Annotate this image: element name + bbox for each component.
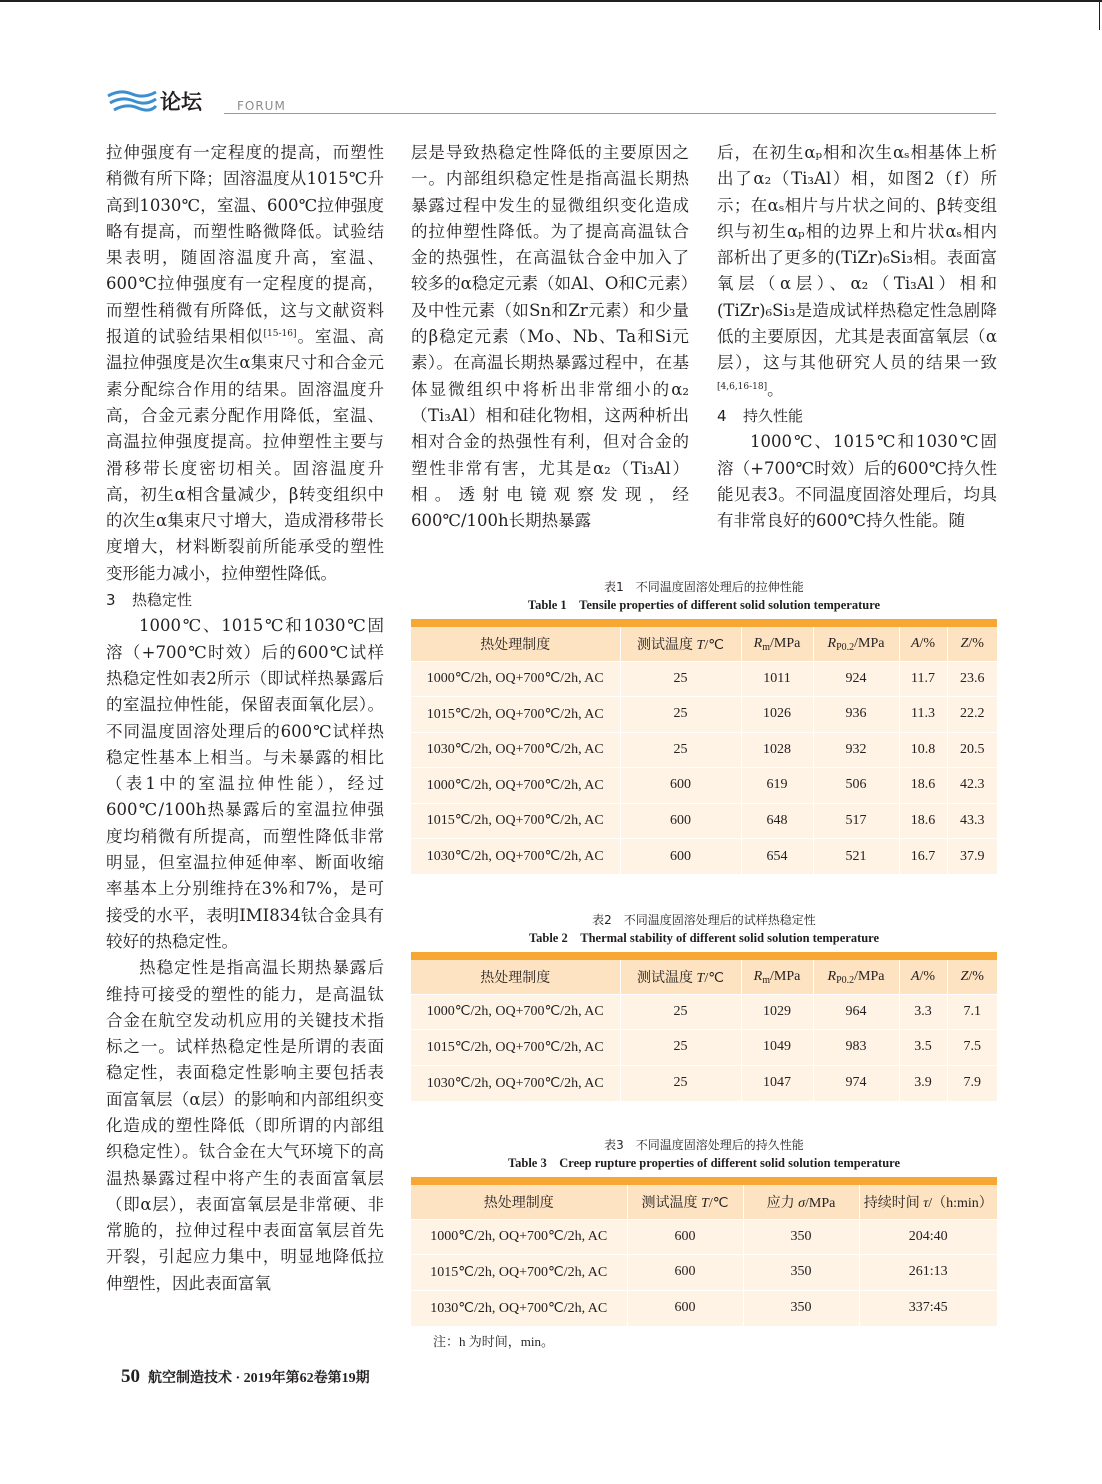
col-header-temperature: 测试温度 T/℃ — [620, 627, 741, 661]
table-cell: 1030℃/2h, OQ+700℃/2h, AC — [426, 849, 604, 864]
col-header-z: Z/% — [947, 960, 997, 994]
data-table — [411, 1185, 997, 1326]
table-cell: 521 — [813, 839, 899, 875]
table-cell: 37.9 — [947, 839, 997, 875]
crop-mark — [1099, 0, 1100, 30]
table-row — [411, 1030, 997, 1066]
col-header-rm: $R_m$/MPa — [741, 627, 813, 661]
table-cell: 43.3 — [947, 803, 997, 839]
table-cell: 7.5 — [947, 1030, 997, 1066]
table-row — [411, 661, 997, 697]
section-number: 3 — [106, 591, 116, 610]
table-cell: 7.1 — [947, 994, 997, 1030]
journal-info: 航空制造技术 · 2019年第62卷第19期 — [148, 1371, 370, 1386]
table-cell: 600 — [627, 1255, 743, 1291]
col-header-treatment: 热处理制度 — [480, 970, 551, 986]
table-top-bar — [411, 952, 997, 960]
col-header-a: A/% — [899, 627, 947, 661]
text-column-middle — [411, 140, 689, 534]
table-cell: 1000℃/2h, OQ+700℃/2h, AC — [426, 1004, 604, 1020]
table-cell: 1015℃/2h, OQ+700℃/2h, AC — [426, 706, 604, 722]
body-paragraph — [411, 140, 689, 534]
table-cell: 924 — [813, 661, 899, 697]
col-header-rp02: $R_{P0.2}$/MPa — [813, 960, 899, 994]
table-cell: 974 — [813, 1065, 899, 1101]
section-heading — [106, 587, 384, 613]
table-cell: 600 — [627, 1290, 743, 1326]
table-caption-cn: 表1 不同温度固溶处理后的拉伸性能 — [604, 580, 804, 594]
table-header-row — [411, 627, 997, 661]
col-header-treatment: 热处理制度 — [483, 1195, 554, 1211]
table-cell: 600 — [620, 839, 741, 875]
table-cell: 7.9 — [947, 1065, 997, 1101]
table-caption-en: Table 3 Creep rupture properties of different solid solution temperature — [507, 1156, 901, 1170]
table-cell: 16.7 — [899, 839, 947, 875]
table-cell: 11.3 — [899, 697, 947, 733]
table-cell: 1030℃/2h, OQ+700℃/2h, AC — [430, 1300, 608, 1316]
table-cell: 25 — [620, 732, 741, 768]
table-caption-cn: 表2 不同温度固溶处理后的试样热稳定性 — [592, 913, 816, 927]
table-row — [411, 803, 997, 839]
table-row — [411, 1219, 997, 1255]
paragraph-text: 拉伸强度有一定程度的提高，而塑性稍微有所下降；固溶温度从1015℃升高到1030℃，室温、600℃拉伸强度略有提高，而塑性略微降低。试验结果表明，随固溶温度升高，室温、600℃拉伸强度有一定程度的提高，而塑性稍微有所降低，这与文献资料报道的试验结果相似 — [106, 143, 384, 347]
col-header-a: A/% — [899, 960, 947, 994]
table-cell: 23.6 — [947, 661, 997, 697]
col-header-rm: $R_m$/MPa — [741, 960, 813, 994]
section-heading-text: 热稳定性 — [132, 591, 193, 610]
table-row — [411, 697, 997, 733]
table-cell: 350 — [743, 1219, 859, 1255]
text-column-left — [106, 140, 384, 1297]
citation-ref: [15-16] — [263, 329, 297, 340]
section-title: 论坛 — [160, 90, 202, 114]
table-row — [411, 1290, 997, 1326]
table-cell: 619 — [741, 768, 813, 804]
table-cell: 1015℃/2h, OQ+700℃/2h, AC — [430, 1264, 608, 1280]
table-cell: 936 — [813, 697, 899, 733]
header-rule — [224, 113, 996, 114]
table-cell: 204:40 — [859, 1219, 997, 1255]
table-cell: 25 — [620, 994, 741, 1030]
paragraph-text: 。室温、高温拉伸强度是次生α集束尺寸和合金元素分配综合作用的结果。固溶温度升高，合金元素分配作用降低，室温、高温拉伸强度提高。拉伸塑性主要与滑移带长度密切相关。固溶温度升高，初生α相含量减少，β转变组织中的次生α集束尺寸增大，造成滑移带长度增大，材料断裂前所能承受的塑性变形能力减小，拉伸塑性降低。 — [106, 327, 385, 583]
table-row — [411, 1065, 997, 1101]
table-cell: 25 — [620, 661, 741, 697]
table-cell: 1028 — [741, 732, 813, 768]
col-header-temperature: 测试温度 T/℃ — [627, 1185, 743, 1219]
table-2 — [411, 911, 997, 1101]
table-cell: 10.8 — [899, 732, 947, 768]
paragraph-text: 1000℃、1015℃和1030℃固溶（+700℃时效）后的600℃试样热稳定性如表2所示（即试样热暴露后的室温拉伸性能，保留表面氧化层）。不同温度固溶处理后的600℃试样热稳定性基本上相当。与未暴露的相比（表1中的室温拉伸性能），经过600℃/100h热暴露后的室温拉伸强度均稍微有所提高，而塑性降低非常明显，但室温拉伸延伸率、断面收缩率基本上分别维持在3%和7%，是可接受的水平，表明IMI834钛合金具有较好的热稳定性。 — [106, 616, 384, 951]
table-cell: 25 — [620, 697, 741, 733]
table-cell: 1049 — [741, 1030, 813, 1066]
col-header-treatment: 热处理制度 — [480, 637, 551, 653]
table-cell: 18.6 — [899, 803, 947, 839]
table-caption-en: Table 1 Tensile properties of different solid solution temperature — [527, 598, 881, 612]
table-cell: 932 — [813, 732, 899, 768]
table-cell: 3.9 — [899, 1065, 947, 1101]
table-cell: 25 — [620, 1030, 741, 1066]
table-cell: 1000℃/2h, OQ+700℃/2h, AC — [426, 671, 604, 687]
table-cell: 1029 — [741, 994, 813, 1030]
table-cell: 1000℃/2h, OQ+700℃/2h, AC — [430, 1229, 608, 1245]
table-cell: 517 — [813, 803, 899, 839]
body-paragraph — [717, 140, 997, 403]
body-paragraph — [717, 429, 997, 534]
data-table — [411, 960, 997, 1101]
table-top-bar — [411, 619, 997, 627]
table-row — [411, 768, 997, 804]
table-header-row — [411, 960, 997, 994]
table-header-row — [411, 1185, 997, 1219]
table-cell: 1030℃/2h, OQ+700℃/2h, AC — [426, 742, 604, 758]
table-cell: 648 — [741, 803, 813, 839]
table-row — [411, 1255, 997, 1291]
table-3 — [411, 1136, 997, 1352]
body-paragraph — [106, 955, 384, 1297]
table-cell: 18.6 — [899, 768, 947, 804]
col-header-temperature: 测试温度 T/℃ — [620, 960, 741, 994]
table-note: 注：h 为时间，min。 — [433, 1333, 554, 1349]
crop-mark — [0, 0, 1102, 2]
body-paragraph — [106, 613, 384, 955]
table-cell: 1015℃/2h, OQ+700℃/2h, AC — [426, 1039, 604, 1055]
table-cell: 42.3 — [947, 768, 997, 804]
table-top-bar — [411, 1177, 997, 1185]
data-table — [411, 627, 997, 874]
table-cell: 3.5 — [899, 1030, 947, 1066]
section-number: 4 — [717, 406, 727, 425]
table-cell: 1047 — [741, 1065, 813, 1101]
page-number: 50 — [121, 1366, 140, 1387]
citation-ref: [4,6,16-18] — [717, 381, 768, 392]
col-header-rp02: $R_{P0.2}$/MPa — [813, 627, 899, 661]
table-row — [411, 732, 997, 768]
table-cell: 350 — [743, 1290, 859, 1326]
table-cell: 3.3 — [899, 994, 947, 1030]
table-cell: 337:45 — [859, 1290, 997, 1326]
table-cell: 600 — [627, 1219, 743, 1255]
table-cell: 20.5 — [947, 732, 997, 768]
page-footer — [121, 1366, 370, 1388]
paragraph-text: 热稳定性是指高温长期热暴露后维持可接受的塑性的能力，是高温钛合金在航空发动机应用的关键技术指标之一。试样热稳定性是所谓的表面稳定性，表面稳定性影响主要包括表面富氧层（α层）的影响和内部组织变化造成的塑性降低（即所谓的内部组织稳定性）。钛合金在大气环境下的高温热暴露过程中将产生的表面富氧层（即α层），表面富氧层是非常硬、非常脆的，拉伸过程中表面富氧层首先开裂，引起应力集中，明显地降低拉伸塑性，因此表面富氧 — [106, 958, 384, 1293]
table-cell: 25 — [620, 1065, 741, 1101]
text-column-right — [717, 140, 997, 534]
section-heading — [717, 403, 997, 429]
table-cell: 983 — [813, 1030, 899, 1066]
table-row — [411, 994, 997, 1030]
paragraph-text: 后，在初生αₚ相和次生αₛ相基体上析出了α₂（Ti₃Al）相，如图2（f）所示；在αₛ相片与片状之间的、β转变组织与初生αₚ相的边界上和片状αₛ相内部析出了更多的(TiZr)₆Si₃相。表面富氧层（α层）、α₂（Ti₃Al）相和(TiZr)₆Si₃是造成试样热稳定性急剧降低的主要原因，尤其是表面富氧层（α层），这与其他研究人员的结果一致 — [717, 143, 997, 373]
table-cell: 22.2 — [947, 697, 997, 733]
table-cell: 1015℃/2h, OQ+700℃/2h, AC — [426, 813, 604, 829]
table-row — [411, 839, 997, 875]
table-cell: 11.7 — [899, 661, 947, 697]
paragraph-text: 1000℃、1015℃和1030℃固溶（+700℃时效）后的600℃持久性能见表3。不同温度固溶处理后，均具有非常良好的600℃持久性能。随 — [717, 432, 997, 531]
table-caption-en: Table 2 Thermal stability of different solid solution temperature — [528, 931, 880, 945]
table-cell: 506 — [813, 768, 899, 804]
table-cell: 654 — [741, 839, 813, 875]
table-1 — [411, 578, 997, 874]
table-cell: 600 — [620, 803, 741, 839]
table-cell: 1030℃/2h, OQ+700℃/2h, AC — [426, 1075, 604, 1091]
table-cell: 261:13 — [859, 1255, 997, 1291]
paragraph-text: 。 — [767, 379, 784, 399]
table-caption-cn: 表3 不同温度固溶处理后的持久性能 — [604, 1138, 804, 1152]
table-cell: 964 — [813, 994, 899, 1030]
table-cell: 1000℃/2h, OQ+700℃/2h, AC — [426, 777, 604, 793]
forum-logo — [106, 86, 256, 116]
col-header-stress: 应力 σ/MPa — [743, 1185, 859, 1219]
paragraph-text: 层是导致热稳定性降低的主要原因之一。内部组织稳定性是指高温长期热暴露过程中发生的显微组织变化造成的拉伸塑性降低。为了提高高温钛合金的热强性，在高温钛合金中加入了较多的α稳定元素（如Al、O和C元素）及中性元素（如Sn和Zr元素）和少量的β稳定元素（Mo、Nb、Ta和Si元素）。在高温长期热暴露过程中，在基体显微组织中将析出非常细小的α₂（Ti₃Al）相和硅化物相，这两种析出相对合金的热强性有利，但对合金的塑性非常有害，尤其是α₂（Ti₃Al）相。透射电镜观察发现，经600℃/100h长期热暴露 — [411, 143, 689, 531]
page-header — [106, 82, 996, 118]
table-cell: 1026 — [741, 697, 813, 733]
section-heading-text: 持久性能 — [743, 406, 804, 425]
table-cell: 600 — [620, 768, 741, 804]
body-paragraph — [106, 140, 384, 587]
table-cell: 350 — [743, 1255, 859, 1291]
section-title-en: FORUM — [237, 99, 286, 113]
col-header-z: Z/% — [947, 627, 997, 661]
col-header-duration: 持续时间 τ/（h:min） — [859, 1185, 997, 1219]
table-cell: 1011 — [741, 661, 813, 697]
